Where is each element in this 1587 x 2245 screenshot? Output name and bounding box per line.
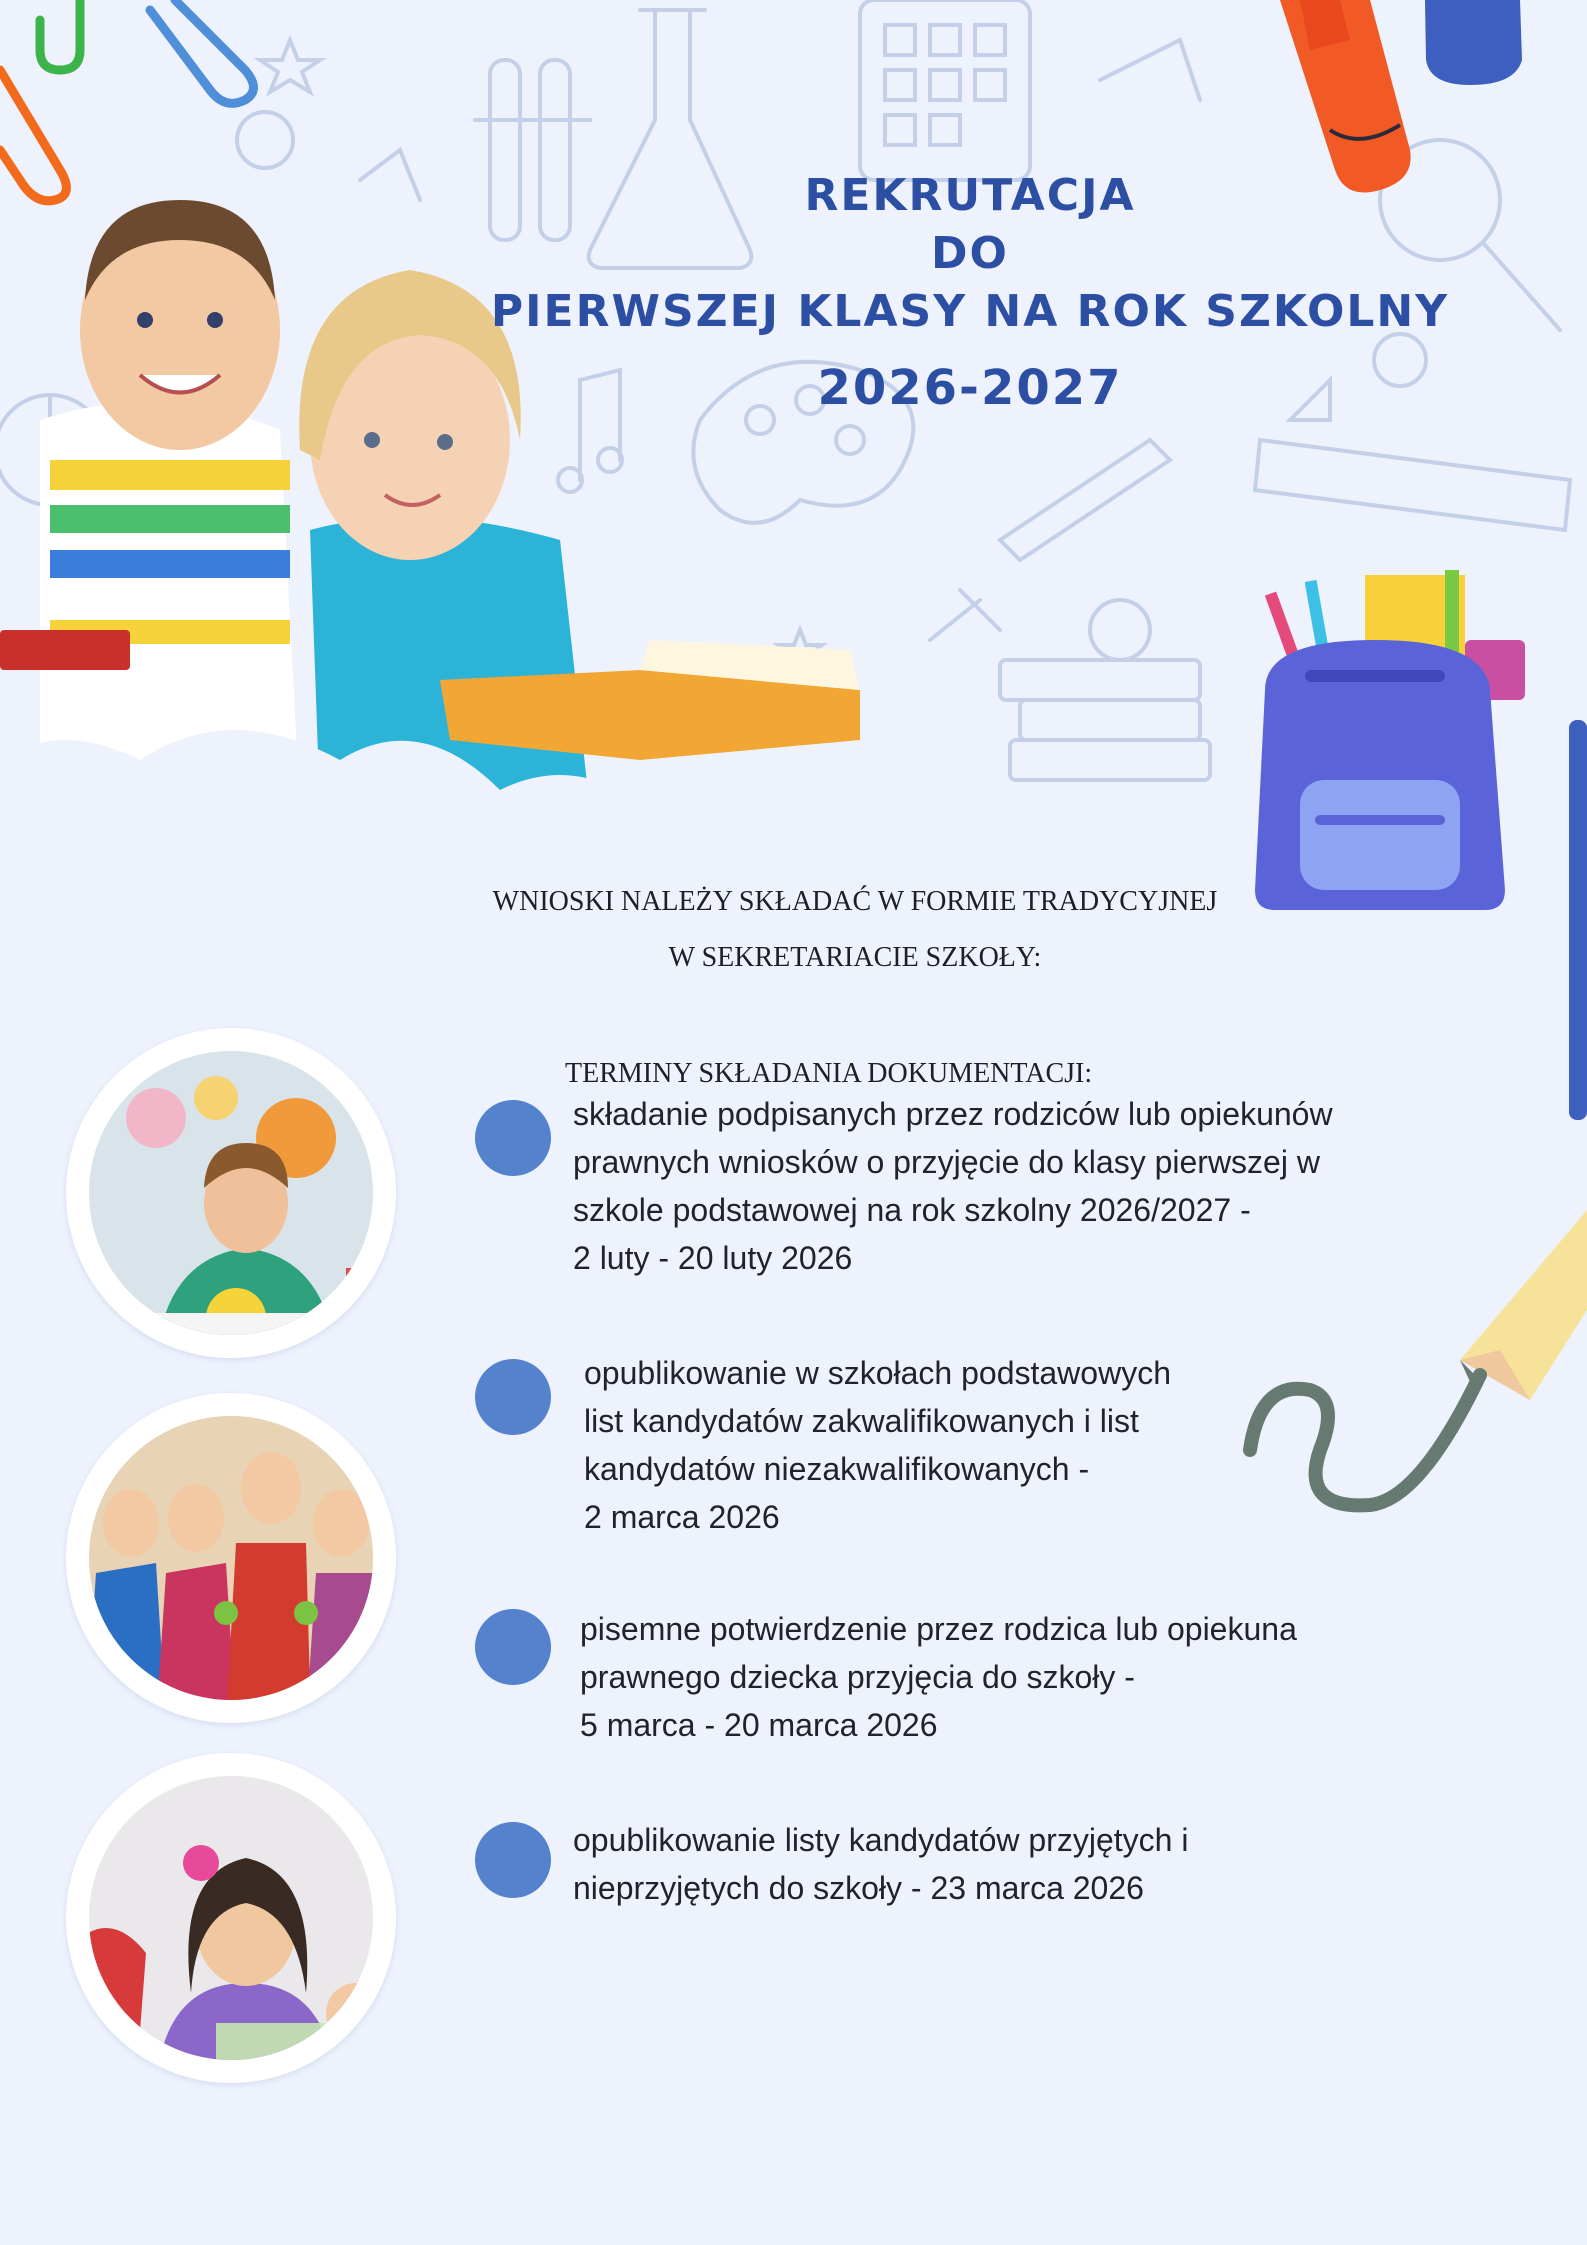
girl-photo <box>66 1753 396 2083</box>
page-title-year: 2026-2027 <box>817 360 1123 416</box>
bullet-dot <box>475 1822 551 1898</box>
deadline-item-3: pisemne potwierdzenie przez rodzica lub opiekuna prawnego dziecka przyjęcia do szkoły - 5 marca - 20 marca 2026 <box>580 1611 1297 1743</box>
deadline-item-1: składanie podpisanych przez rodziców lub opiekunów prawnych wniosków o przyjęcie do klasy pierwszej w szkole podstawowej na rok szkolny 2026/2027 - 2 luty - 20 luty 2026 <box>573 1096 1333 1276</box>
bullet-dot <box>475 1609 551 1685</box>
classroom-photo <box>66 1028 396 1358</box>
terms-heading: TERMINY SKŁADANIA DOKUMENTACJI: <box>565 1058 1093 1089</box>
crayon-icon <box>1565 700 1587 1120</box>
page-title-line-1: REKRUTACJA <box>804 170 1136 221</box>
intro-line-2: W SEKRETARIACIE SZKOŁY: <box>668 942 1042 973</box>
deadline-item-2: opublikowanie w szkołach podstawowych list kandydatów zakwalifikowanych i list kandydatów niezakwalifikowanych - 2 marca 2026 <box>584 1355 1171 1535</box>
page-title-line-2: DO <box>931 228 1009 279</box>
deadline-item-4: opublikowanie listy kandydatów przyjętych i nieprzyjętych do szkoły - 23 marca 2026 <box>573 1822 1189 1906</box>
bullet-dot <box>475 1359 551 1435</box>
backpack-icon <box>1215 560 1535 920</box>
bullet-dot <box>475 1100 551 1176</box>
group-photo <box>66 1393 396 1723</box>
intro-line-1: WNIOSKI NALEŻY SKŁADAĆ W FORMIE TRADYCYJNEJ <box>492 886 1218 917</box>
page-title-line-3: PIERWSZEJ KLASY NA ROK SZKOLNY <box>490 286 1450 337</box>
